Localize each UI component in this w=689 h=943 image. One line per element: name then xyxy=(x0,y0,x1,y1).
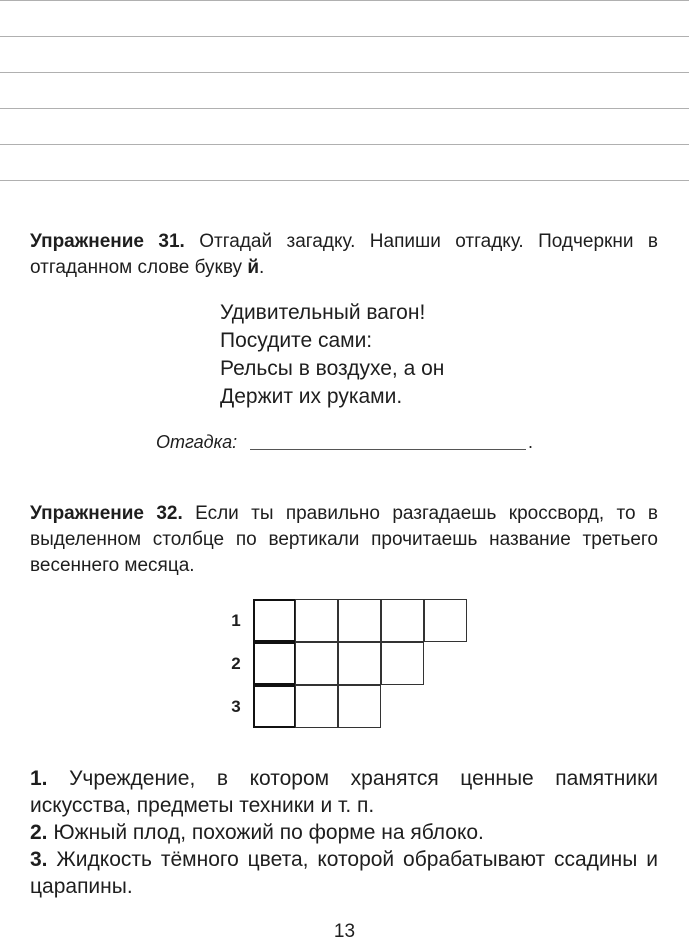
exercise-31-instructions xyxy=(30,229,658,281)
writing-line xyxy=(0,108,689,109)
crossword-row-number: 1 xyxy=(231,611,241,630)
exercise-31-text: Отгадай загадку. Напиши отгадку. Подчеркни в отгаданном слове букву xyxy=(30,231,658,278)
crossword-cell[interactable] xyxy=(338,642,381,685)
crossword-cell[interactable] xyxy=(381,599,424,642)
crossword-cell[interactable] xyxy=(295,685,338,728)
crossword-cell[interactable] xyxy=(424,599,467,642)
crossword-row-number: 2 xyxy=(231,654,241,673)
exercise-32-title: Упражнение 32. xyxy=(30,503,183,524)
riddle-line: Посудите сами: xyxy=(220,329,373,352)
exercise-32-text: Если ты правильно разгадаешь кроссворд, то в выделенном столбце по вертикали прочитаешь название третьего весеннего месяца. xyxy=(30,503,658,576)
writing-line xyxy=(0,36,689,37)
page-number: 13 xyxy=(333,921,356,942)
riddle-line: Удивительный вагон! xyxy=(220,301,426,324)
crossword-cell[interactable] xyxy=(295,642,338,685)
clue-text: Учреждение, в котором хранятся ценные памятники искусства, предметы техники и т. п. xyxy=(30,767,658,817)
clue-text: Жидкость тёмного цвета, которой обрабатывают ссадины и царапины. xyxy=(30,848,658,898)
clue-number: 1. xyxy=(30,767,48,790)
writing-line xyxy=(0,72,689,73)
riddle-line: Держит их руками. xyxy=(220,385,403,408)
writing-line xyxy=(0,144,689,145)
answer-label: Отгадка: xyxy=(156,432,238,452)
crossword-cell[interactable] xyxy=(295,599,338,642)
crossword-cell-highlighted[interactable] xyxy=(253,599,296,642)
clue-item xyxy=(30,846,658,900)
answer-end: . xyxy=(528,432,534,452)
writing-line xyxy=(0,0,689,1)
crossword-cell[interactable] xyxy=(381,642,424,685)
crossword-cell[interactable] xyxy=(338,685,381,728)
exercise-31-letter: й xyxy=(247,257,259,278)
crossword-cell-highlighted[interactable] xyxy=(253,642,296,685)
exercise-32-instructions xyxy=(30,501,658,579)
writing-line xyxy=(0,180,689,181)
answer-write-line[interactable] xyxy=(250,449,526,450)
clue-number: 3. xyxy=(30,848,48,871)
exercise-31-title: Упражнение 31. xyxy=(30,231,185,252)
riddle-poem xyxy=(220,299,444,411)
clue-number: 2. xyxy=(30,821,48,844)
crossword-cell-highlighted[interactable] xyxy=(253,685,296,728)
riddle-line: Рельсы в воздухе, а он xyxy=(220,357,445,380)
crossword-clues xyxy=(30,765,658,900)
crossword-row-number: 3 xyxy=(231,697,241,716)
crossword-cell[interactable] xyxy=(338,599,381,642)
clue-text: Южный плод, похожий по форме на яблоко. xyxy=(53,821,484,844)
exercise-31-end: . xyxy=(259,257,265,278)
clue-item xyxy=(30,765,658,819)
clue-item xyxy=(30,819,658,846)
